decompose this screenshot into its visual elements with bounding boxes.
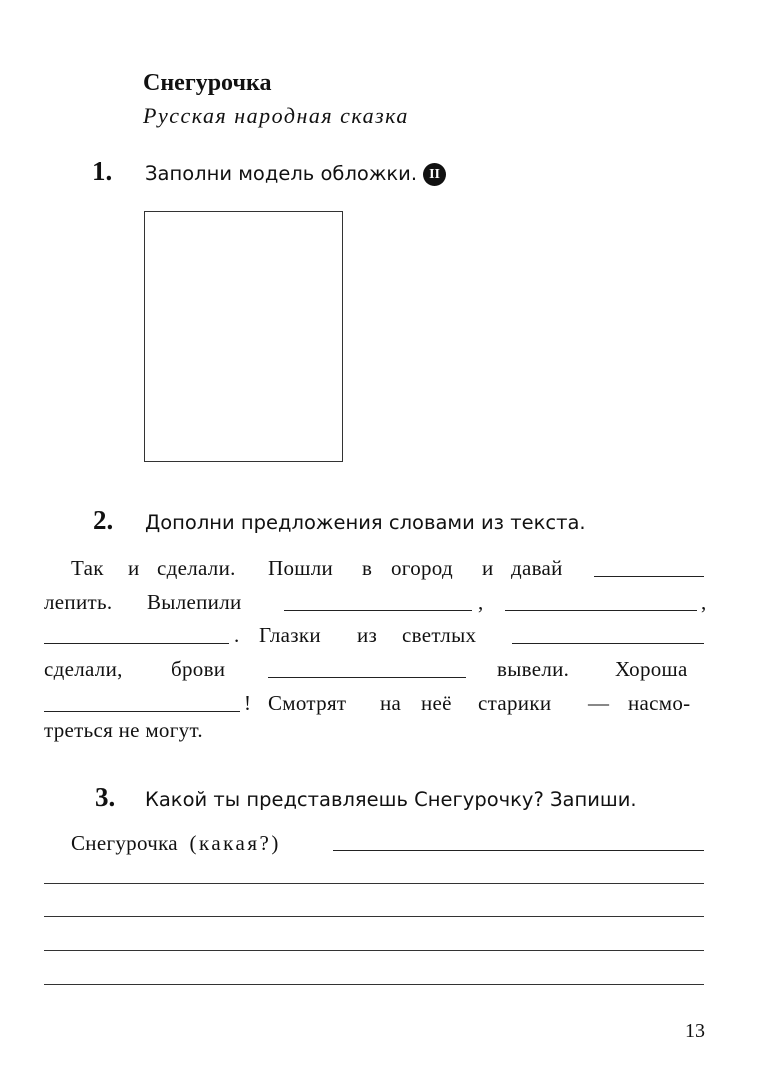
prompt-start: Снегурочка bbox=[71, 831, 178, 855]
task-1-instruction: Заполни модель обложки. bbox=[145, 162, 418, 185]
word: и bbox=[128, 556, 140, 580]
task-1-text bbox=[145, 162, 446, 186]
story-title: Снегурочка bbox=[143, 70, 272, 96]
answer-line[interactable] bbox=[44, 883, 704, 884]
word: сделали, bbox=[44, 657, 123, 681]
task-3-number: 3. bbox=[95, 782, 116, 812]
task-1-number: 1. bbox=[92, 156, 113, 186]
word: огород bbox=[391, 556, 453, 580]
answer-line[interactable] bbox=[44, 950, 704, 951]
story-subtitle: Русская народная сказка bbox=[143, 103, 409, 128]
answer-line[interactable] bbox=[44, 916, 704, 917]
word: старики bbox=[478, 691, 552, 715]
task-2-instruction: Дополни предложения словами из текста. bbox=[145, 511, 586, 534]
fill-in-blank[interactable] bbox=[284, 610, 472, 611]
word: насмо- bbox=[628, 691, 691, 715]
word: Хороша bbox=[615, 657, 688, 681]
answer-line[interactable] bbox=[44, 984, 704, 985]
word: сделали. bbox=[157, 556, 236, 580]
word: , bbox=[701, 590, 707, 614]
fill-in-blank[interactable] bbox=[505, 610, 697, 611]
fill-in-blank[interactable] bbox=[268, 677, 466, 678]
task-3-instruction: Какой ты представляешь Снегурочку? Запиши. bbox=[145, 788, 637, 811]
word: Смотрят bbox=[268, 691, 347, 715]
fill-in-blank[interactable] bbox=[44, 643, 229, 644]
fill-in-blank[interactable] bbox=[44, 711, 240, 712]
word: — bbox=[588, 691, 610, 715]
word: Так bbox=[71, 556, 104, 580]
word: и bbox=[482, 556, 494, 580]
word: Пошли bbox=[268, 556, 334, 580]
word: брови bbox=[171, 657, 226, 681]
word: давай bbox=[511, 556, 563, 580]
word: треться не могут. bbox=[44, 718, 203, 742]
book-cover-model[interactable] bbox=[144, 211, 343, 462]
word: неё bbox=[421, 691, 452, 715]
word: , bbox=[478, 590, 484, 614]
word: . bbox=[234, 623, 240, 647]
word: лепить. bbox=[44, 590, 113, 614]
word: на bbox=[380, 691, 402, 715]
answer-prompt bbox=[71, 831, 281, 856]
fill-in-blank[interactable] bbox=[512, 643, 704, 644]
level-badge-icon: II bbox=[423, 163, 446, 186]
fill-in-blank[interactable] bbox=[594, 576, 704, 577]
word: в bbox=[362, 556, 373, 580]
word: Глазки bbox=[259, 623, 321, 647]
prompt-question: (какая?) bbox=[189, 831, 281, 855]
word: Вылепили bbox=[147, 590, 242, 614]
word: светлых bbox=[402, 623, 477, 647]
task-2-number: 2. bbox=[93, 505, 114, 535]
word: ! bbox=[244, 691, 252, 715]
word: вывели. bbox=[497, 657, 570, 681]
answer-line[interactable] bbox=[333, 850, 704, 851]
page-number: 13 bbox=[685, 1020, 705, 1042]
word: из bbox=[357, 623, 378, 647]
